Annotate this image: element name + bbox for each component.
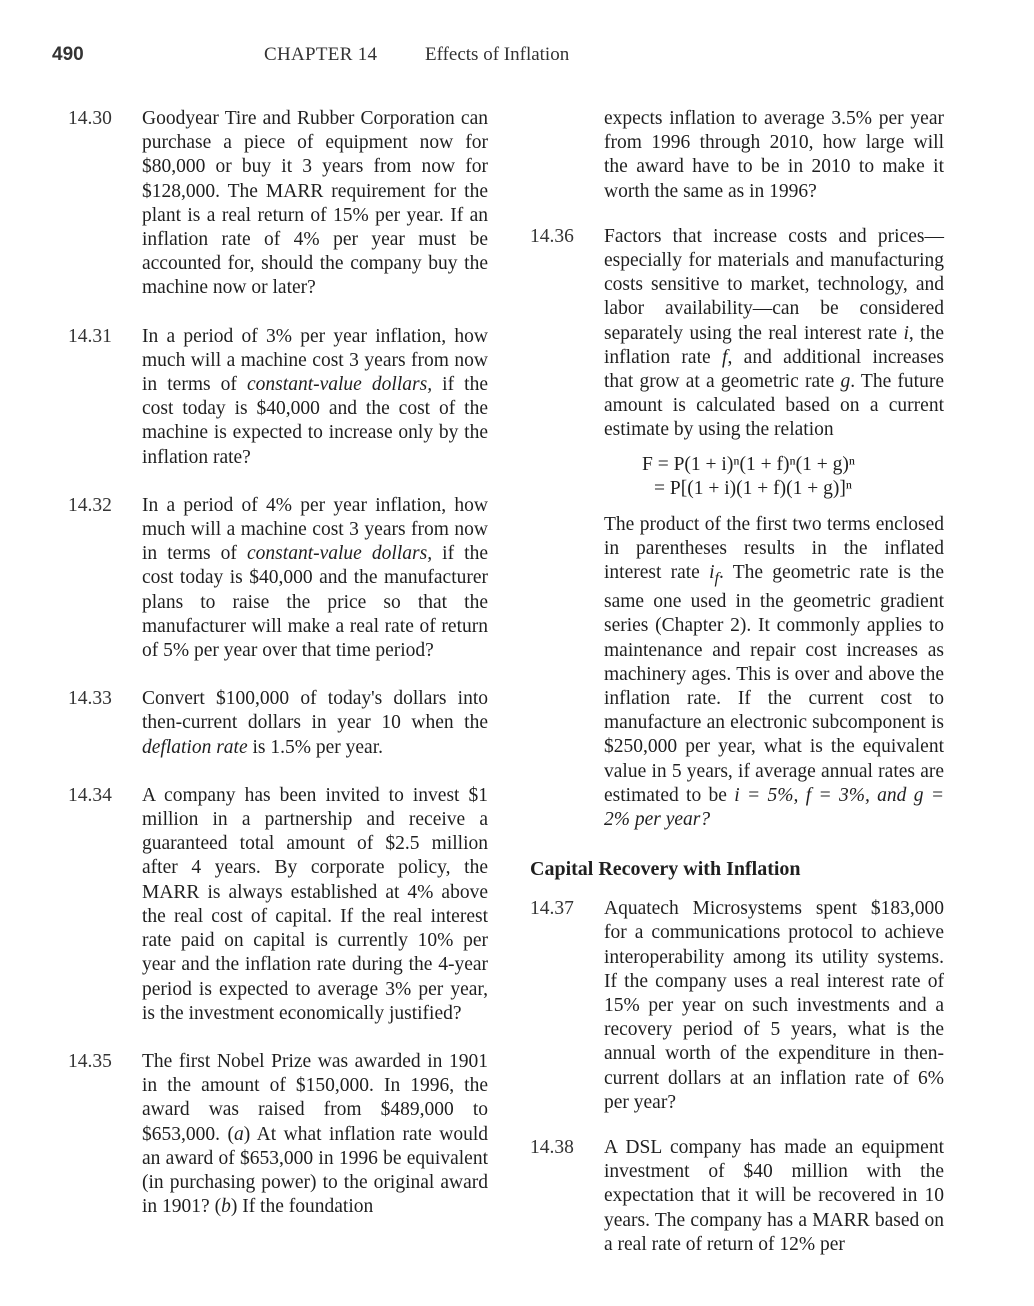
problem-text: Goodyear Tire and Rubber Corporation can purchase a piece of equipment now for $80,000 or buy it 3 years from now for $128,000. The MARR requirement for the plant is a real return of 15% per year. If an inflation rate of 4% per year must be accounted for, should the company buy the machine now or later?	[142, 108, 488, 299]
emphasis: constant-value dollars,	[247, 374, 433, 396]
problem-text: In a period of 3% per year inflation, how much will a machine cost 3 years from now in terms of constant-value dollars, if the cost today is $40,000 and the cost of the machine is expected to increase only by the inflation rate?	[142, 325, 489, 468]
problem-number: 14.37	[530, 898, 574, 920]
problem-number: 14.32	[68, 494, 112, 516]
formula-line-2: = P[(1 + i)(1 + f)(1 + g)]ⁿ	[654, 477, 852, 499]
formula	[604, 453, 944, 501]
problem-number: 14.33	[68, 688, 112, 710]
problem-text: The first Nobel Prize was awarded in 1901 in the amount of $150,000. In 1996, the award was raised from $489,000 to $653,000. (a) At what inflation rate would an award of $653,000 in 1996 be equivalent (in purchasing power) to the original award in 1901? (b) If the foundation	[142, 1050, 488, 1218]
problem-text: A DSL company has made an equipment investment of $40 million with the expectation that it will be recovered in 10 years. The company has a MARR based on a real rate of return of 12% per	[604, 1137, 944, 1255]
emphasis: deflation rate	[142, 736, 248, 758]
problem-text: In a period of 4% per year inflation, how much will a machine cost 3 years from now in terms of constant-value dollars, if the cost today is $40,000 and the manufacturer plans to raise the price so that the manufacturer will make a real rate of return of 5% per year over that time period?	[142, 494, 489, 662]
problem-number: 14.38	[530, 1137, 574, 1158]
problem-text: expects inflation to average 3.5% per year from 1996 through 2010, how large will the award have to be in 2010 to make it worth the same as in 1996?	[604, 108, 944, 202]
formula-line-1: F = P(1 + i)ⁿ(1 + f)ⁿ(1 + g)ⁿ	[642, 453, 855, 475]
problem-number: 14.30	[68, 108, 112, 129]
right-column	[530, 107, 944, 1257]
problem-14-35-continued	[530, 107, 944, 204]
problem-text: A company has been invited to invest $1 million in a partnership and receive a guaranteed total amount of $2.5 million after 4 years. By corporate policy, the MARR is always established at 4% above the real cost of capital. If the real interest rate paid on capital is currently 10% per year and the inflation rate during the 4-year period is expected to average 3% per year, is the investment economically justified?	[142, 784, 488, 1024]
problem-14-34	[68, 784, 488, 1026]
problem-14-33	[68, 687, 488, 760]
problem-14-31	[68, 325, 488, 470]
problem-number: 14.36	[530, 225, 574, 247]
problem-number: 14.35	[68, 1050, 112, 1072]
problem-text: Aquatech Microsystems spent $183,000 for a communications protocol to achieve interoperability among its utility systems. If the company uses a real interest rate of 15% per year on such investments and a recovery period of 5 years, what is the annual worth of the expenditure in then-current dollars at an inflation rate of 6% per year?	[604, 898, 944, 1113]
problem-14-32	[68, 494, 488, 663]
chapter-label: CHAPTER 14	[264, 44, 378, 65]
left-column	[68, 107, 488, 1219]
problem-text: Convert $100,000 of today's dollars into then-current dollars in year 10 when the deflation rate is 1.5% per year.	[142, 688, 488, 758]
problem-14-30	[68, 107, 488, 301]
problem-number: 14.31	[68, 325, 112, 347]
problem-text: Factors that increase costs and prices—especially for materials and manufacturing costs sensitive to market, technology, and labor availability—can be considered separately using the real interest rate i, the inflation rate f, and additional increases that grow at a geometric rate g. The future amount is calculated based on a current estimate by using the relation F = P(1 + i)ⁿ(1 + f)ⁿ(1 + g)ⁿ = P[(1 + i)(1 + f)(1 + g)]ⁿ The product of the first two terms enclosed in parentheses results in the inflated interest rate $i_f$. The geometric rate is the same one used in the geometric gradient series (Chapter 2). It commonly applies to maintenance and repair cost increases as machinery ages. This is over and above the inflation rate. If the current cost to manufacture an electronic subcomponent is $250,000 per year, what is the equivalent value in 5 years, if average annual rates are estimated to be i = 5%, f = 3%, and g = 2% per year?	[604, 225, 944, 830]
problem-14-38	[530, 1136, 944, 1257]
problem-number: 14.34	[68, 784, 112, 806]
problem-14-37	[530, 897, 944, 1115]
page-header	[0, 44, 1034, 74]
page-number: 490	[52, 44, 84, 65]
problem-14-35	[68, 1050, 488, 1219]
emphasis: constant-value dollars,	[247, 543, 433, 565]
problem-14-36	[530, 225, 944, 832]
section-heading: Capital Recovery with Inflation	[530, 858, 801, 881]
chapter-title: Effects of Inflation	[425, 44, 570, 65]
